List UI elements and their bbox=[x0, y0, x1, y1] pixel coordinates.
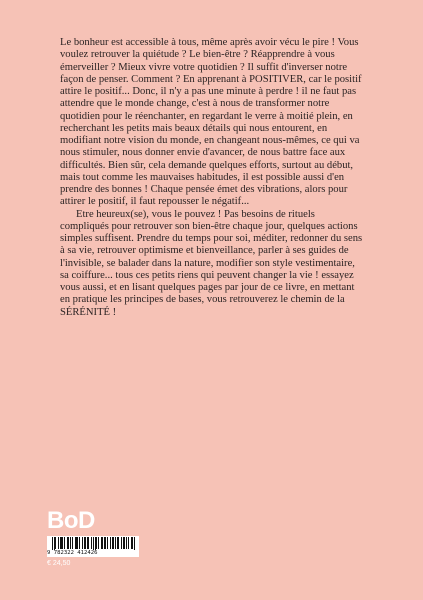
barcode-bar bbox=[62, 537, 63, 549]
barcode-bar bbox=[134, 537, 135, 550]
barcode-bar bbox=[61, 537, 62, 549]
barcode-bar bbox=[115, 537, 116, 549]
barcode-bar bbox=[131, 537, 132, 549]
barcode-bar bbox=[67, 537, 68, 549]
price-label: € 24,50 bbox=[47, 560, 71, 567]
barcode-bar bbox=[60, 537, 61, 549]
barcode-bar bbox=[98, 537, 99, 549]
barcode-bar bbox=[55, 537, 56, 549]
barcode-bar bbox=[112, 537, 113, 549]
barcode-bar bbox=[124, 537, 125, 549]
barcode-bar bbox=[101, 537, 102, 549]
barcode-bar bbox=[132, 537, 133, 549]
barcode-bar bbox=[128, 537, 129, 549]
publisher-logo: BoD bbox=[47, 507, 95, 534]
barcode-bar bbox=[58, 537, 59, 549]
barcode-digits: 9 782322 412426 bbox=[47, 550, 98, 556]
isbn-barcode bbox=[47, 536, 139, 557]
barcode-bar bbox=[87, 537, 88, 549]
barcode-bar bbox=[113, 537, 114, 549]
barcode-bar bbox=[77, 537, 78, 549]
barcode-bar bbox=[64, 537, 65, 549]
barcode-bar bbox=[118, 537, 119, 549]
barcode-bar bbox=[96, 537, 97, 549]
barcode-bar bbox=[52, 537, 53, 550]
barcode-bar bbox=[121, 537, 122, 549]
barcode-bar bbox=[91, 537, 92, 549]
barcode-bars bbox=[52, 537, 136, 550]
barcode-bar bbox=[70, 537, 71, 549]
barcode-bar bbox=[105, 537, 106, 549]
barcode-bar bbox=[54, 537, 55, 550]
barcode-bar bbox=[110, 537, 111, 549]
barcode-bar bbox=[104, 537, 105, 549]
barcode-bar bbox=[102, 537, 103, 549]
blurb-paragraph-1: Le bonheur est accessible à tous, même après avoir vécu le pire ! Vous voulez retrouver la quiétude ? Le bien-être ? Réapprendre à vous émerveiller ? Mieux vivre votre quotidien ? Il suffit d'inverser notre façon de penser. Comment ? En apprenant à POSITIVER, car le positif attire le positif... Donc, il n'y a pas une minute à perdre ! il ne faut pas attendre que le monde change, c'est à nous de transformer notre quotidien pour le réenchanter, en regardant le verre à moitié plein, en recherchant les petits mais beaux détails qui nous entourent, en modifiant notre vision du monde, en changeant nous-mêmes, ce qui va nous stimuler, nous donner envie d'avancer, de nous battre face aux difficultés. Bien sûr, cela demande quelques efforts, surtout au début, mais tout comme les mauvaises habitudes, il est possible aussi d'en prendre des bonnes ! Chaque pensée émet des vibrations, alors pour attirer le positif, il faut repousser le négatif... bbox=[60, 37, 362, 208]
barcode-bar bbox=[123, 537, 124, 549]
barcode-bar bbox=[72, 537, 73, 549]
barcode-bar bbox=[79, 537, 80, 549]
barcode-bar bbox=[82, 537, 83, 549]
barcode-bar bbox=[85, 537, 86, 549]
back-cover-blurb bbox=[60, 37, 366, 319]
blurb-paragraph-2: Etre heureux(se), vous le pouvez ! Pas besoins de rituels compliqués pour retrouver son bien-être chaque jour, quelques actions simples suffisent. Prendre du temps pour soi, méditer, redonner du sens à sa vie, retrouver optimisme et bienveillance, parler à ses guides de l'invisible, se balader dans la nature, modifier son style vestimentaire, sa coiffure... tous ces petits riens qui peuvent changer la vie ! essayez vous aussi, et en lisant quelques pages par jour de ce livre, en mettant en pratique les principes de bases, vous retrouverez le chemin de la SÉRÉNITÉ ! bbox=[60, 208, 363, 318]
barcode-bar bbox=[75, 537, 76, 549]
barcode-bar bbox=[126, 537, 127, 549]
barcode-bar bbox=[93, 537, 94, 550]
barcode-bar bbox=[68, 537, 69, 549]
barcode-bar bbox=[76, 537, 77, 549]
barcode-bar bbox=[117, 537, 118, 549]
barcode-bar bbox=[107, 537, 108, 549]
barcode-bar bbox=[88, 537, 89, 549]
barcode-bar bbox=[84, 537, 85, 549]
barcode-bar bbox=[95, 537, 96, 550]
